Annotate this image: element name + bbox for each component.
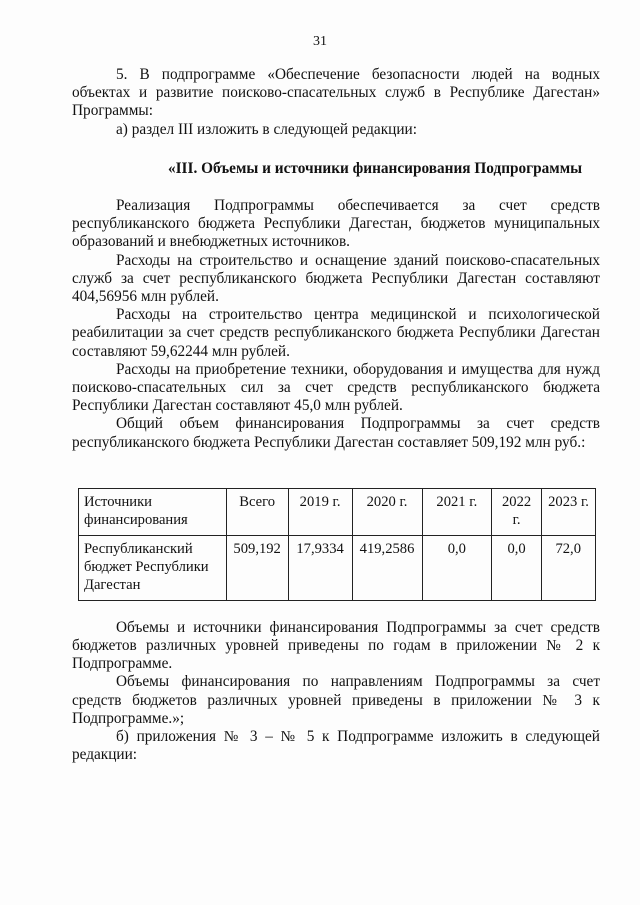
- table-header-cell: 2023 г.: [542, 488, 596, 535]
- table-cell: 419,2586: [352, 535, 422, 600]
- table-header-cell: Источники финансирования: [79, 488, 227, 535]
- page-number: 31: [313, 34, 327, 49]
- closing-section: [72, 619, 600, 765]
- section-heading: «III. Объемы и источники финансирования Подпрограммы: [167, 159, 583, 177]
- amendment-item-5: 5. В подпрограмме «Обеспечение безопасности людей на водных объектах и развитие поисково-спасательных служб в Республике Дагестан» Программы:: [72, 66, 600, 120]
- paragraph-rescue-buildings: Расходы на строительство и оснащение зданий поисково-спасательных служб за счет республиканского бюджета Республики Дагестан составляют 404,56956 млн рублей.: [72, 251, 600, 306]
- table-header-cell: 2019 г.: [288, 488, 352, 535]
- table-cell: Республиканский бюджет Республики Дагестан: [79, 535, 227, 600]
- table-header-cell: 2022 г.: [492, 488, 542, 535]
- table-cell: 509,192: [226, 535, 288, 600]
- table-header-row: [79, 488, 596, 535]
- amendment-item-a: а) раздел III изложить в следующей редакции:: [116, 120, 417, 138]
- paragraph-rehab-center: Расходы на строительство центра медицинской и психологической реабилитации за счет средств республиканского бюджета Республики Дагестан составляют 59,62244 млн рублей.: [72, 306, 600, 360]
- table-header-cell: 2021 г.: [422, 488, 492, 535]
- paragraph-equipment: Расходы на приобретение техники, оборудования и имущества для нужд поисково-спасательных сил за счет средств республиканского бюджета Республики Дагестан составляют 45,0 млн рублей.: [72, 360, 600, 415]
- table-cell: 0,0: [492, 535, 542, 600]
- table-cell: 0,0: [422, 535, 492, 600]
- table-header-cell: Всего: [226, 488, 288, 535]
- funding-table: [78, 488, 596, 601]
- paragraph-appendix-3: Объемы финансирования по направлениям Подпрограммы за счет средств бюджетов различных уровней приведены в приложении № 3 к Подпрограмме.»;: [72, 673, 600, 727]
- document-body: [72, 66, 600, 764]
- table-cell: 72,0: [542, 535, 596, 600]
- amendment-item-b: б) приложения № 3 – № 5 к Подпрограмме изложить в следующей редакции:: [72, 728, 600, 764]
- paragraph-financing-sources: Реализация Подпрограммы обеспечивается за счет средств республиканского бюджета Республики Дагестан, бюджетов муниципальных образований и внебюджетных источников.: [72, 197, 600, 251]
- table-row: [79, 535, 596, 600]
- paragraph-total-financing: Общий объем финансирования Подпрограммы за счет средств республиканского бюджета Республики Дагестан составляет 509,192 млн руб.:: [72, 415, 600, 451]
- paragraph-appendix-2: Объемы и источники финансирования Подпрограммы за счет средств бюджетов различных уровней приведены по годам в приложении № 2 к Подпрограмме.: [72, 618, 600, 673]
- table-cell: 17,9334: [288, 535, 352, 600]
- table-header-cell: 2020 г.: [352, 488, 422, 535]
